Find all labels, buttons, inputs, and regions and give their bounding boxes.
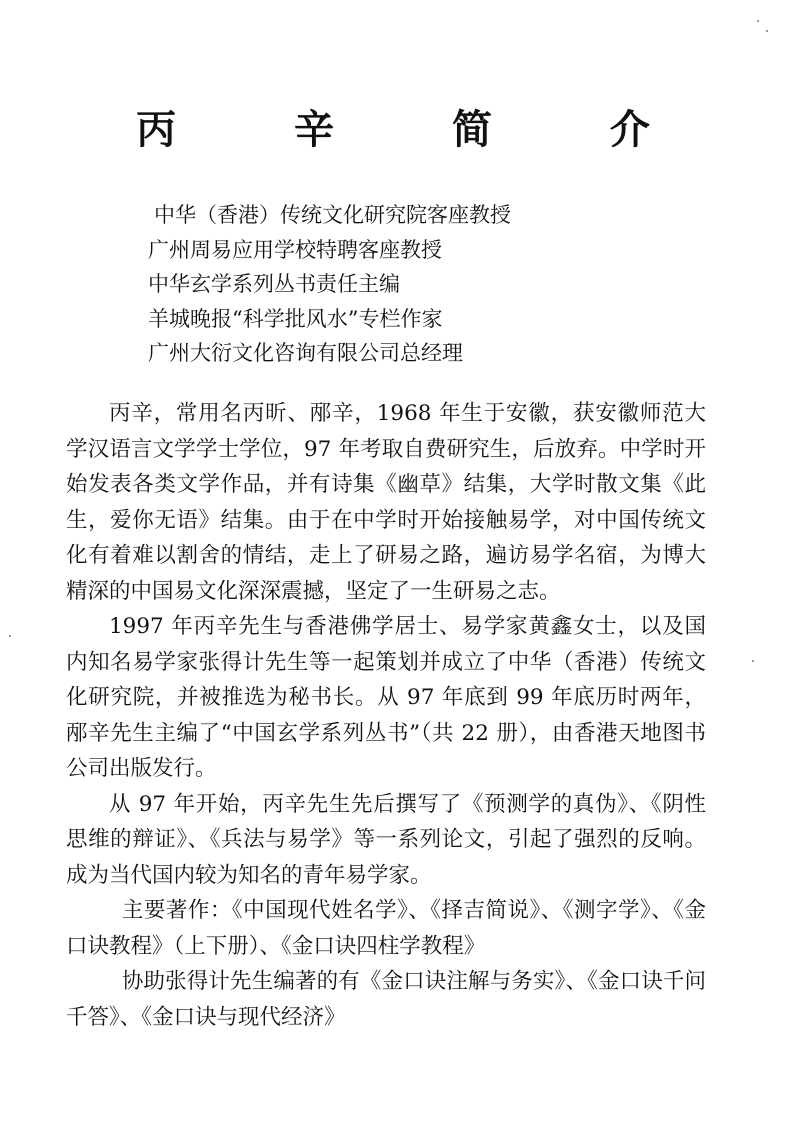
position-item: 广州周易应用学校特聘客座教授 — [148, 237, 442, 262]
biography-paragraph: 丙辛，常用名丙昕、邴辛，1968 年生于安徽，获安徽师范大学汉语言文学学士学位，97 年考取自费研究生，后放弃。中学时开始发表各类文学作品，并有诗集《幽草》结集，大学时散文集《此生，爱你无语》结集。由于在中学时开始接触易学，对中国传统文化有着难以割舍的情结，走上了研易之路，遍访易学名宿，为博大精深的中国易文化深深震撼，坚定了一生研易之志。 — [66, 401, 706, 604]
scan-speck — [752, 660, 754, 662]
positions-list — [148, 198, 511, 371]
position-item: 广州大衍文化咨询有限公司总经理 — [148, 341, 463, 365]
biography-body — [66, 396, 706, 1035]
biography-paragraph: 1997 年丙辛先生与香港佛学居士、易学家黄鑫女士，以及国内知名易学家张得计先生等一起策划并成立了中华（香港）传统文化研究院，并被推选为秘书长。从 97 年底到 99 年底历时两年，邴辛先生主编了“中国玄学系列丛书”（共 22 册），由香港天地图书公司出版发行。 — [66, 614, 706, 781]
biography-paragraph: 从 97 年开始，丙辛先生先后撰写了《预测学的真伪》、《阴性思维的辩证》、《兵法与易学》等一系列论文，引起了强烈的反响。成为当代国内较为知名的青年易学家。 — [66, 791, 706, 888]
collaboration-paragraph: 协助张得计先生编著的有《金口诀注解与务实》、《金口诀千问千答》、《金口诀与现代经济》 — [66, 969, 706, 1030]
scan-speck — [9, 635, 11, 637]
position-item: 中华玄学系列丛书责任主编 — [148, 272, 400, 296]
scan-speck — [757, 20, 759, 22]
position-item: 中华（香港）传统文化研究院客座教授 — [154, 203, 511, 227]
position-item: 羊城晚报“科学批风水”专栏作家 — [148, 306, 443, 331]
works-paragraph: 主要著作：《中国现代姓名学》、《择吉简说》、《测字学》、《金口诀教程》（上下册）、《金口诀四柱学教程》 — [66, 898, 706, 959]
page-title: 丙 辛 简 介 — [136, 107, 702, 153]
scan-speck — [766, 30, 768, 32]
